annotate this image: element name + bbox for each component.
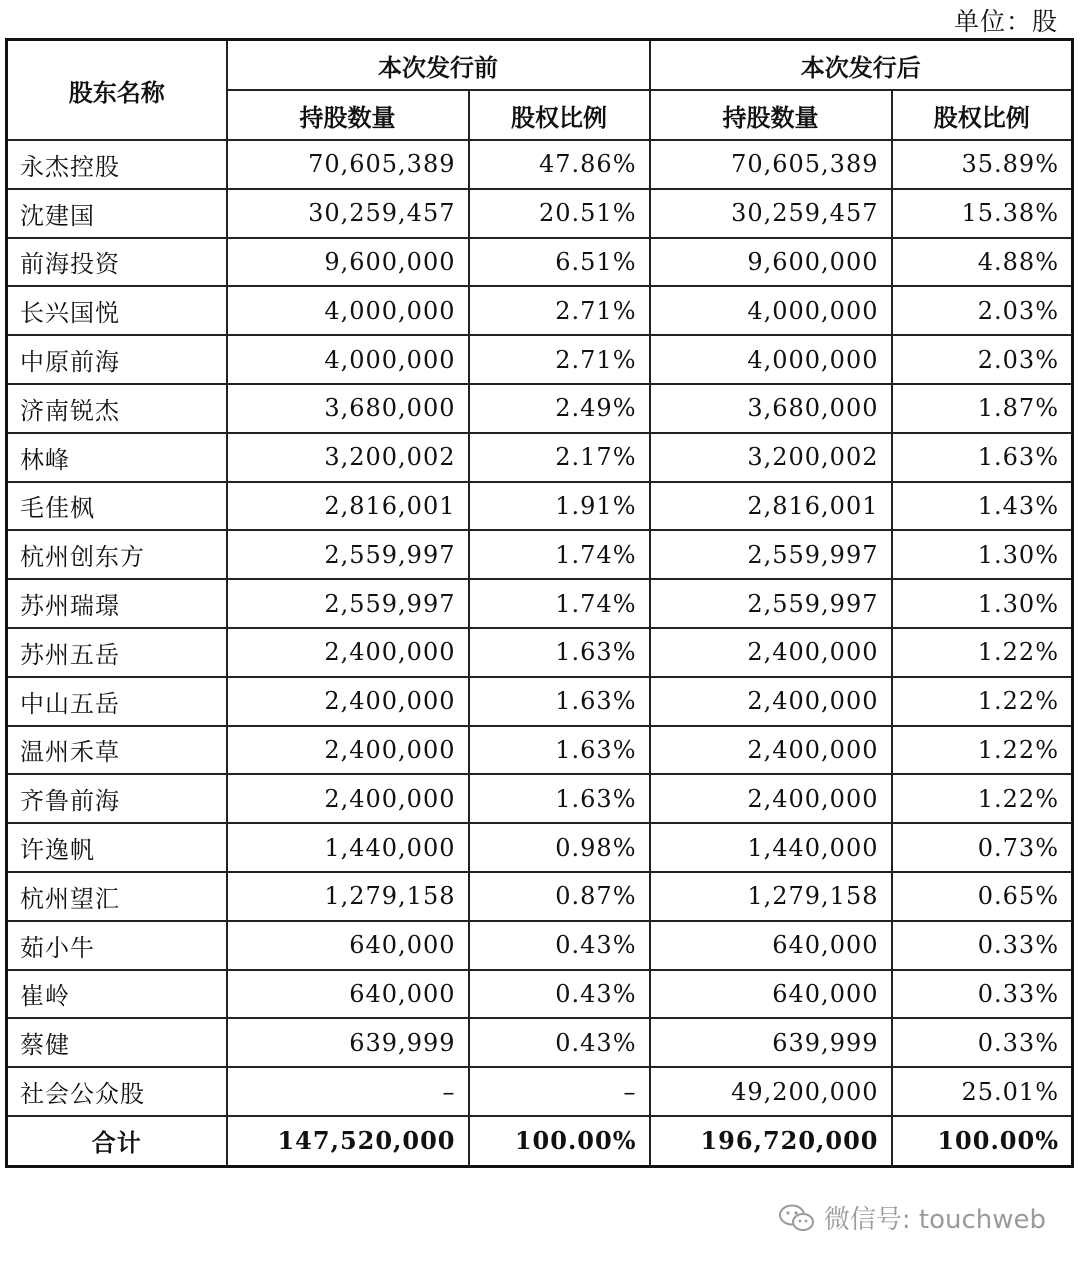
total-label: 合计 <box>7 1116 227 1167</box>
shareholder-name: 茹小牛 <box>7 921 227 970</box>
total-before-shares: 147,520,000 <box>227 1116 469 1167</box>
after-shares: 70,605,389 <box>650 140 892 189</box>
before-ratio: 2.71% <box>469 335 650 384</box>
before-ratio: 0.98% <box>469 823 650 872</box>
after-ratio: 2.03% <box>892 286 1073 335</box>
shareholder-name: 温州禾草 <box>7 726 227 775</box>
after-shares: 3,200,002 <box>650 433 892 482</box>
unit-label: 单位：股 <box>953 7 1058 36</box>
after-ratio: 25.01% <box>892 1067 1073 1116</box>
before-ratio: 1.63% <box>469 628 650 677</box>
before-shares: 2,400,000 <box>227 677 469 726</box>
before-shares: 640,000 <box>227 970 469 1019</box>
shareholder-name: 长兴国悦 <box>7 286 227 335</box>
after-ratio: 1.22% <box>892 677 1073 726</box>
after-shares: 2,400,000 <box>650 726 892 775</box>
before-shares: 4,000,000 <box>227 335 469 384</box>
shareholder-name: 济南锐杰 <box>7 384 227 433</box>
before-shares: 2,559,997 <box>227 530 469 579</box>
shareholder-name: 中山五岳 <box>7 677 227 726</box>
after-shares: 2,559,997 <box>650 579 892 628</box>
after-ratio: 1.43% <box>892 482 1073 531</box>
after-shares: 639,999 <box>650 1018 892 1067</box>
before-shares: 1,279,158 <box>227 872 469 921</box>
after-shares: 640,000 <box>650 921 892 970</box>
before-ratio: 1.63% <box>469 774 650 823</box>
total-after-ratio: 100.00% <box>892 1116 1073 1167</box>
header-after-ratio: 股权比例 <box>892 90 1073 140</box>
before-ratio: 1.63% <box>469 677 650 726</box>
total-after-shares: 196,720,000 <box>650 1116 892 1167</box>
shareholder-name: 杭州创东方 <box>7 530 227 579</box>
before-ratio: 1.74% <box>469 579 650 628</box>
shareholder-name: 许逸帆 <box>7 823 227 872</box>
before-ratio: 1.63% <box>469 726 650 775</box>
table-row <box>7 823 1073 872</box>
after-ratio: 1.22% <box>892 628 1073 677</box>
after-ratio: 1.22% <box>892 774 1073 823</box>
before-ratio: 2.17% <box>469 433 650 482</box>
after-ratio: 4.88% <box>892 238 1073 287</box>
header-before-issuance: 本次发行前 <box>227 40 650 91</box>
shareholder-name: 中原前海 <box>7 335 227 384</box>
table-row <box>7 140 1073 189</box>
header-after-issuance: 本次发行后 <box>650 40 1073 91</box>
table-row <box>7 628 1073 677</box>
table-row <box>7 579 1073 628</box>
table-row <box>7 726 1073 775</box>
before-shares: 4,000,000 <box>227 286 469 335</box>
table-row <box>7 1018 1073 1067</box>
before-ratio: 0.43% <box>469 970 650 1019</box>
before-shares: 2,400,000 <box>227 628 469 677</box>
table-row <box>7 482 1073 531</box>
before-shares: 639,999 <box>227 1018 469 1067</box>
after-ratio: 1.30% <box>892 530 1073 579</box>
after-ratio: 15.38% <box>892 189 1073 238</box>
shareholder-name: 崔岭 <box>7 970 227 1019</box>
after-ratio: 1.87% <box>892 384 1073 433</box>
before-ratio: 47.86% <box>469 140 650 189</box>
header-before-shares: 持股数量 <box>227 90 469 140</box>
shareholder-name: 毛佳枫 <box>7 482 227 531</box>
before-shares: – <box>227 1067 469 1116</box>
header-shareholder: 股东名称 <box>7 40 227 141</box>
shareholder-name: 杭州望汇 <box>7 872 227 921</box>
after-shares: 30,259,457 <box>650 189 892 238</box>
before-shares: 2,400,000 <box>227 726 469 775</box>
after-shares: 4,000,000 <box>650 286 892 335</box>
before-ratio: 1.74% <box>469 530 650 579</box>
before-shares: 2,400,000 <box>227 774 469 823</box>
before-ratio: – <box>469 1067 650 1116</box>
before-shares: 2,559,997 <box>227 579 469 628</box>
after-ratio: 1.30% <box>892 579 1073 628</box>
shareholding-table <box>5 38 1074 1168</box>
after-shares: 49,200,000 <box>650 1067 892 1116</box>
after-shares: 640,000 <box>650 970 892 1019</box>
table-row <box>7 872 1073 921</box>
after-ratio: 0.33% <box>892 921 1073 970</box>
header-after-shares: 持股数量 <box>650 90 892 140</box>
total-before-ratio: 100.00% <box>469 1116 650 1167</box>
table-row <box>7 530 1073 579</box>
watermark-text: 微信号: touchweb <box>823 1205 1046 1235</box>
before-shares: 640,000 <box>227 921 469 970</box>
after-shares: 2,559,997 <box>650 530 892 579</box>
after-ratio: 1.22% <box>892 726 1073 775</box>
before-shares: 9,600,000 <box>227 238 469 287</box>
wechat-icon <box>778 1203 816 1233</box>
after-ratio: 0.73% <box>892 823 1073 872</box>
before-ratio: 0.43% <box>469 921 650 970</box>
table-row <box>7 335 1073 384</box>
before-shares: 3,680,000 <box>227 384 469 433</box>
after-shares: 1,440,000 <box>650 823 892 872</box>
before-shares: 30,259,457 <box>227 189 469 238</box>
table-row <box>7 1067 1073 1116</box>
shareholder-name: 苏州五岳 <box>7 628 227 677</box>
after-shares: 2,400,000 <box>650 677 892 726</box>
shareholder-name: 苏州瑞璟 <box>7 579 227 628</box>
before-shares: 1,440,000 <box>227 823 469 872</box>
before-ratio: 6.51% <box>469 238 650 287</box>
table-row <box>7 238 1073 287</box>
after-shares: 2,400,000 <box>650 774 892 823</box>
before-ratio: 2.71% <box>469 286 650 335</box>
table-row <box>7 286 1073 335</box>
before-ratio: 0.87% <box>469 872 650 921</box>
shareholder-name: 沈建国 <box>7 189 227 238</box>
after-ratio: 35.89% <box>892 140 1073 189</box>
shareholder-name: 前海投资 <box>7 238 227 287</box>
after-ratio: 2.03% <box>892 335 1073 384</box>
after-shares: 3,680,000 <box>650 384 892 433</box>
before-shares: 3,200,002 <box>227 433 469 482</box>
before-ratio: 2.49% <box>469 384 650 433</box>
after-shares: 4,000,000 <box>650 335 892 384</box>
table-row <box>7 774 1073 823</box>
before-ratio: 1.91% <box>469 482 650 531</box>
after-ratio: 1.63% <box>892 433 1073 482</box>
shareholder-name: 社会公众股 <box>7 1067 227 1116</box>
total-row <box>7 1116 1073 1167</box>
table-row <box>7 677 1073 726</box>
before-ratio: 20.51% <box>469 189 650 238</box>
shareholder-name: 蔡健 <box>7 1018 227 1067</box>
shareholder-name: 齐鲁前海 <box>7 774 227 823</box>
table-row <box>7 433 1073 482</box>
after-shares: 1,279,158 <box>650 872 892 921</box>
before-shares: 70,605,389 <box>227 140 469 189</box>
shareholder-name: 林峰 <box>7 433 227 482</box>
table-row <box>7 384 1073 433</box>
header-before-ratio: 股权比例 <box>469 90 650 140</box>
after-ratio: 0.33% <box>892 970 1073 1019</box>
after-ratio: 0.33% <box>892 1018 1073 1067</box>
table-row <box>7 921 1073 970</box>
table-body <box>7 140 1073 1116</box>
after-shares: 9,600,000 <box>650 238 892 287</box>
shareholder-name: 永杰控股 <box>7 140 227 189</box>
before-ratio: 0.43% <box>469 1018 650 1067</box>
after-shares: 2,816,001 <box>650 482 892 531</box>
table-row <box>7 189 1073 238</box>
before-shares: 2,816,001 <box>227 482 469 531</box>
table-row <box>7 970 1073 1019</box>
after-shares: 2,400,000 <box>650 628 892 677</box>
after-ratio: 0.65% <box>892 872 1073 921</box>
watermark <box>778 1199 1046 1236</box>
